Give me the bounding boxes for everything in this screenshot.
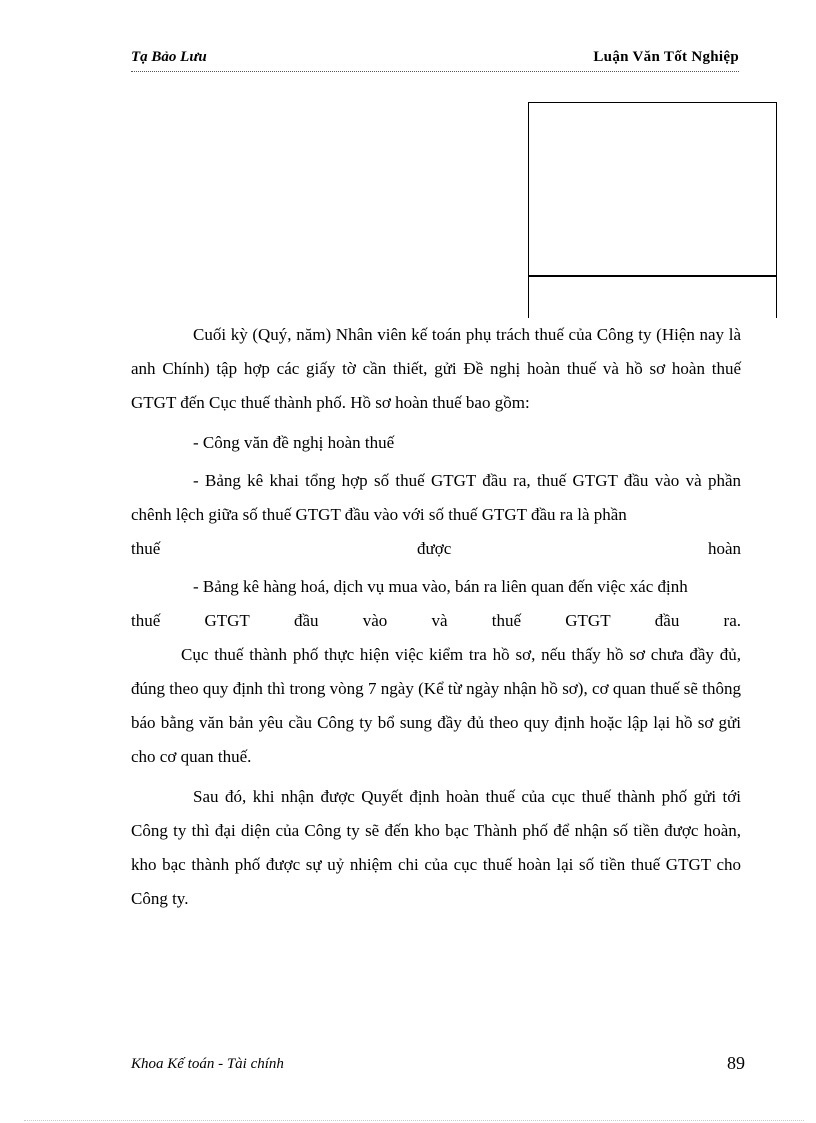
header-title: Luận Văn Tốt Nghiệp — [593, 49, 739, 65]
spread-word: được — [416, 539, 452, 558]
list-item-summary-table: - Bảng kê khai tổng hợp số thuế GTGT đầu ra, thuế GTGT đầu vào và phần chênh lệch giữa số thuế GTGT đầu vào với số thuế GTGT đầu ra là phần — [131, 471, 741, 524]
diagram-box — [528, 102, 777, 277]
header-author: Tạ Bảo Lưu — [131, 49, 207, 65]
list-item-summary-table-tail — [131, 532, 741, 566]
diagram-line-left — [528, 276, 529, 318]
list-item-goods-table: - Bảng kê hàng hoá, dịch vụ mua vào, bán ra liên quan đến việc xác định — [193, 577, 688, 596]
spread-word: thuế — [491, 611, 522, 630]
spread-word: thuế — [131, 539, 161, 558]
list-item-official-letter: - Công văn đề nghị hoàn thuế — [193, 433, 395, 452]
page-header — [131, 49, 739, 72]
page-number: 89 — [727, 1053, 745, 1073]
spread-word: đầu — [294, 611, 319, 630]
spread-word: GTGT — [565, 611, 611, 630]
footer-department: Khoa Kế toán - Tài chính — [131, 1056, 284, 1072]
spread-word: vào — [362, 611, 388, 630]
spread-word: ra. — [723, 611, 741, 630]
spread-word: hoàn — [707, 539, 741, 558]
list-item-goods-table-tail — [131, 604, 741, 638]
diagram-line-right — [776, 276, 777, 318]
paragraph-tax-review: Cục thuế thành phố thực hiện việc kiểm tra hồ sơ, nếu thấy hồ sơ chưa đầy đủ, đúng theo quy định thì trong vòng 7 ngày (Kể từ ngày nhận hồ sơ), cơ quan thuế sẽ thông báo bằng văn bản yêu cầu Công ty bổ sung đầy đủ theo quy định hoặc lập lại hồ sơ gửi cho cơ quan thuế. — [131, 645, 741, 766]
spread-word: đầu — [654, 611, 680, 630]
spread-word: thuế — [131, 611, 161, 630]
spread-word: GTGT — [204, 611, 250, 630]
bottom-divider — [24, 1120, 804, 1121]
paragraph-refund-decision: Sau đó, khi nhận được Quyết định hoàn thuế của cục thuế thành phố gửi tới Công ty thì đại diện của Công ty sẽ đến kho bạc Thành phố để nhận số tiền được hoàn, kho bạc thành phố được sự uỷ nhiệm chi của cục thuế hoàn lại số tiền thuế GTGT cho Công ty. — [131, 787, 741, 908]
spread-word: và — [431, 611, 448, 630]
paragraph-refund-intro: Cuối kỳ (Quý, năm) Nhân viên kế toán phụ trách thuế của Công ty (Hiện nay là anh Chính) tập hợp các giấy tờ cần thiết, gửi Đề nghị hoàn thuế và hồ sơ hoàn thuế GTGT đến Cục thuế thành phố. Hồ sơ hoàn thuế bao gồm: — [131, 325, 741, 412]
document-body — [131, 318, 741, 916]
